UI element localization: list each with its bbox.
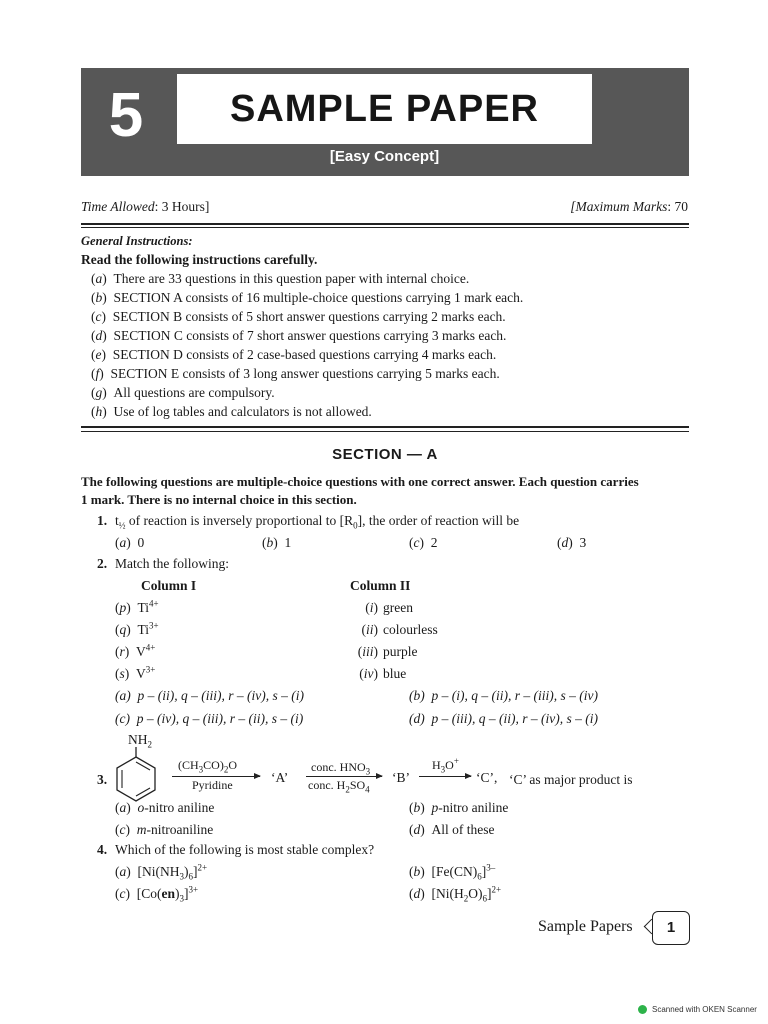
ion-symbol: V [136, 666, 146, 681]
option-marker: a [119, 800, 127, 815]
option-marker: e [95, 347, 102, 362]
option-marker: a [119, 535, 127, 550]
colour-label: blue [383, 666, 407, 681]
option-a: (a) 0 [115, 535, 145, 550]
column-ii-item: (iv) [359, 666, 378, 681]
option-marker: d [95, 328, 103, 343]
option-a: (a) o-nitro aniline [115, 800, 215, 815]
option-text: p – (i), q – (ii), r – (iii), s – (iv) [431, 688, 598, 703]
ion-charge: 4+ [145, 642, 156, 653]
ion-charge: 3+ [149, 620, 159, 631]
colour-label: purple [383, 644, 418, 659]
item-marker: p [119, 600, 127, 615]
option-d: (d) $[Ni(H_2O)_6]^{2+}$ [409, 884, 502, 904]
option-b: (b) p – (i), q – (ii), r – (iii), s – (iv) [409, 688, 598, 703]
option-text: All questions are compulsory. [113, 385, 275, 400]
divider [81, 426, 689, 428]
option-marker: h [95, 404, 103, 419]
question-text: Match the following: [115, 556, 229, 571]
option-text: Use of log tables and calculators is not allowed. [113, 404, 372, 419]
option-d: (d) All of these [409, 822, 495, 837]
instructions-heading: General Instructions: [81, 234, 193, 248]
question-text: $t_{\frac{1}{2}}$ of reaction is inversely proportional to $[R_0]$, the order of reaction will be [115, 513, 520, 531]
product-c: ‘C’, [476, 770, 498, 785]
ion-symbol: Ti [137, 600, 150, 615]
maximum-marks: [Maximum Marks: 70 [570, 199, 688, 214]
reaction-arrow [419, 776, 471, 777]
option-text: p – (ii), q – (iii), r – (iv), s – (i) [137, 688, 304, 703]
option-text: -nitro aniline [438, 800, 509, 815]
instructions-lead: Read the following instructions carefully. [81, 252, 318, 267]
option-marker: c [413, 535, 420, 550]
option-b: (b) 1 [262, 535, 292, 550]
option-text: -nitroaniline [146, 822, 214, 837]
option-marker: b [266, 535, 274, 550]
option-text: All of these [431, 822, 495, 837]
option-marker: c [119, 711, 126, 726]
option-marker: b [413, 688, 421, 703]
column-ii-item: (ii) [361, 622, 378, 637]
ion-symbol: Ti [137, 622, 150, 637]
product-b: ‘B’ [392, 770, 410, 785]
option-text: 3 [579, 535, 587, 550]
item-marker: i [369, 600, 374, 615]
divider [81, 227, 689, 228]
reagent-1-bottom: Pyridine [192, 778, 233, 792]
reaction-arrow [172, 776, 260, 777]
nh2-label: $NH_2$ [128, 732, 152, 750]
option-marker: g [95, 385, 103, 400]
option-prefix: p [431, 800, 439, 815]
option-a: (a) p – (ii), q – (iii), r – (iv), s – (i) [115, 688, 304, 703]
item-marker: iv [363, 666, 374, 681]
question-number: 1. [97, 513, 108, 528]
column-i-item: (r) $V^{4+}$ [115, 642, 156, 659]
option-marker: f [95, 366, 100, 381]
option-text: SECTION C consists of 7 short answer questions carrying 3 marks each. [113, 328, 507, 343]
question-number: 4. [97, 842, 108, 857]
instruction-item: (h) Use of log tables and calculators is not allowed. [91, 404, 372, 419]
column-i-item: (q) $Ti^{3+}$ [115, 620, 159, 637]
option-c: (c) m-nitroaniline [115, 822, 214, 837]
column-ii-item: (i) [365, 600, 378, 615]
option-c: (c) $[Co(en)_3]^{3+}$ [115, 884, 199, 904]
section-heading: SECTION — A [332, 446, 438, 463]
time-allowed: Time Allowed: 3 Hours] [81, 199, 210, 214]
colour-label: colourless [383, 622, 438, 637]
instruction-item: (d) SECTION C consists of 7 short answer questions carrying 3 marks each. [91, 328, 507, 343]
reagent-2-top: conc. $HNO_3$ [311, 760, 371, 777]
option-marker: c [95, 309, 102, 324]
reagent-3: $H_3O^+$ [432, 756, 459, 775]
option-text: SECTION E consists of 3 long answer questions carrying 5 marks each. [110, 366, 500, 381]
option-marker: b [95, 290, 103, 305]
option-prefix: m [136, 822, 147, 837]
option-text: There are 33 questions in this question paper with internal choice. [113, 271, 470, 286]
page-title: SAMPLE PAPER [229, 87, 539, 130]
column-i-item: (p) $Ti^{4+}$ [115, 598, 159, 615]
title-box [177, 74, 592, 144]
instruction-item: (a) There are 33 questions in this question paper with internal choice. [91, 271, 470, 286]
question-text: ‘C’ as major product is [509, 772, 633, 787]
option-c: (c) p – (iv), q – (iii), r – (ii), s – (i) [115, 711, 304, 726]
ion-charge: 3+ [145, 664, 156, 675]
option-text: 1 [284, 535, 292, 550]
instruction-item: (c) SECTION B consists of 5 short answer questions carrying 2 marks each. [91, 309, 506, 324]
reaction-arrow [306, 776, 382, 777]
question-number: 3. [97, 772, 108, 787]
reagent-1-top: $(CH_3CO)_2O$ [178, 758, 238, 775]
option-d: (d) 3 [557, 535, 587, 550]
reagent-2-bottom: conc. $H_2SO_4$ [308, 778, 370, 795]
paper-number: 5 [108, 81, 144, 150]
option-marker: a [119, 688, 127, 703]
option-marker: a [95, 271, 103, 286]
divider [81, 431, 689, 432]
colour-label: green [383, 600, 413, 615]
column-heading: Column II [350, 578, 411, 593]
benzene-ring-icon [113, 747, 159, 805]
page-number: 1 [652, 911, 690, 945]
option-text: p – (iii), q – (ii), r – (iv), s – (i) [431, 711, 598, 726]
footer-label: Sample Papers [538, 918, 633, 935]
option-d: (d) p – (iii), q – (ii), r – (iv), s – (i) [409, 711, 598, 726]
option-text: SECTION D consists of 2 case-based questions carrying 4 marks each. [112, 347, 497, 362]
column-heading: Column I [141, 578, 197, 593]
option-a: (a) $[Ni(NH_3)_6]^{2+}$ [115, 862, 208, 882]
option-marker: d [413, 711, 421, 726]
scanner-watermark: Scanned with OKEN Scanner [652, 1005, 757, 1014]
option-text: SECTION A consists of 16 multiple-choice questions carrying 1 mark each. [113, 290, 524, 305]
item-marker: ii [365, 622, 374, 637]
option-text: p – (iv), q – (iii), r – (ii), s – (i) [136, 711, 304, 726]
option-marker: d [561, 535, 569, 550]
divider [81, 223, 689, 225]
option-marker: c [119, 822, 126, 837]
question-text: Which of the following is most stable complex? [115, 842, 375, 857]
option-text: SECTION B consists of 5 short answer questions carrying 2 marks each. [112, 309, 506, 324]
option-b: (b) $[Fe(CN)_6]^{3-}$ [409, 862, 496, 882]
instruction-item: (e) SECTION D consists of 2 case-based questions carrying 4 marks each. [91, 347, 497, 362]
item-marker: r [119, 644, 125, 659]
question-number: 2. [97, 556, 108, 571]
instruction-item: (f) SECTION E consists of 3 long answer questions carrying 5 marks each. [91, 366, 500, 381]
ion-symbol: V [136, 644, 146, 659]
item-marker: q [119, 622, 127, 637]
option-text: -nitro aniline [144, 800, 215, 815]
product-a: ‘A’ [271, 770, 289, 785]
option-text: 2 [430, 535, 438, 550]
section-intro-line1: The following questions are multiple-choice questions with one correct answer. Each question carries [81, 474, 639, 489]
option-marker: b [413, 800, 421, 815]
instruction-item: (b) SECTION A consists of 16 multiple-choice questions carrying 1 mark each. [91, 290, 524, 305]
option-prefix: o [137, 800, 145, 815]
item-marker: s [119, 666, 125, 681]
item-marker: iii [362, 644, 374, 659]
column-ii-item: (iii) [357, 644, 378, 659]
section-intro-line2: 1 mark. There is no internal choice in this section. [81, 492, 357, 507]
scanner-logo-icon [638, 1005, 647, 1014]
option-marker: d [413, 822, 421, 837]
option-b: (b) p-nitro aniline [409, 800, 509, 815]
option-c: (c) 2 [409, 535, 438, 550]
column-i-item: (s) $V^{3+}$ [115, 664, 156, 681]
page-subtitle: [Easy Concept] [329, 148, 440, 165]
ion-charge: 4+ [149, 598, 159, 609]
option-text: 0 [137, 535, 145, 550]
instruction-item: (g) All questions are compulsory. [91, 385, 275, 400]
